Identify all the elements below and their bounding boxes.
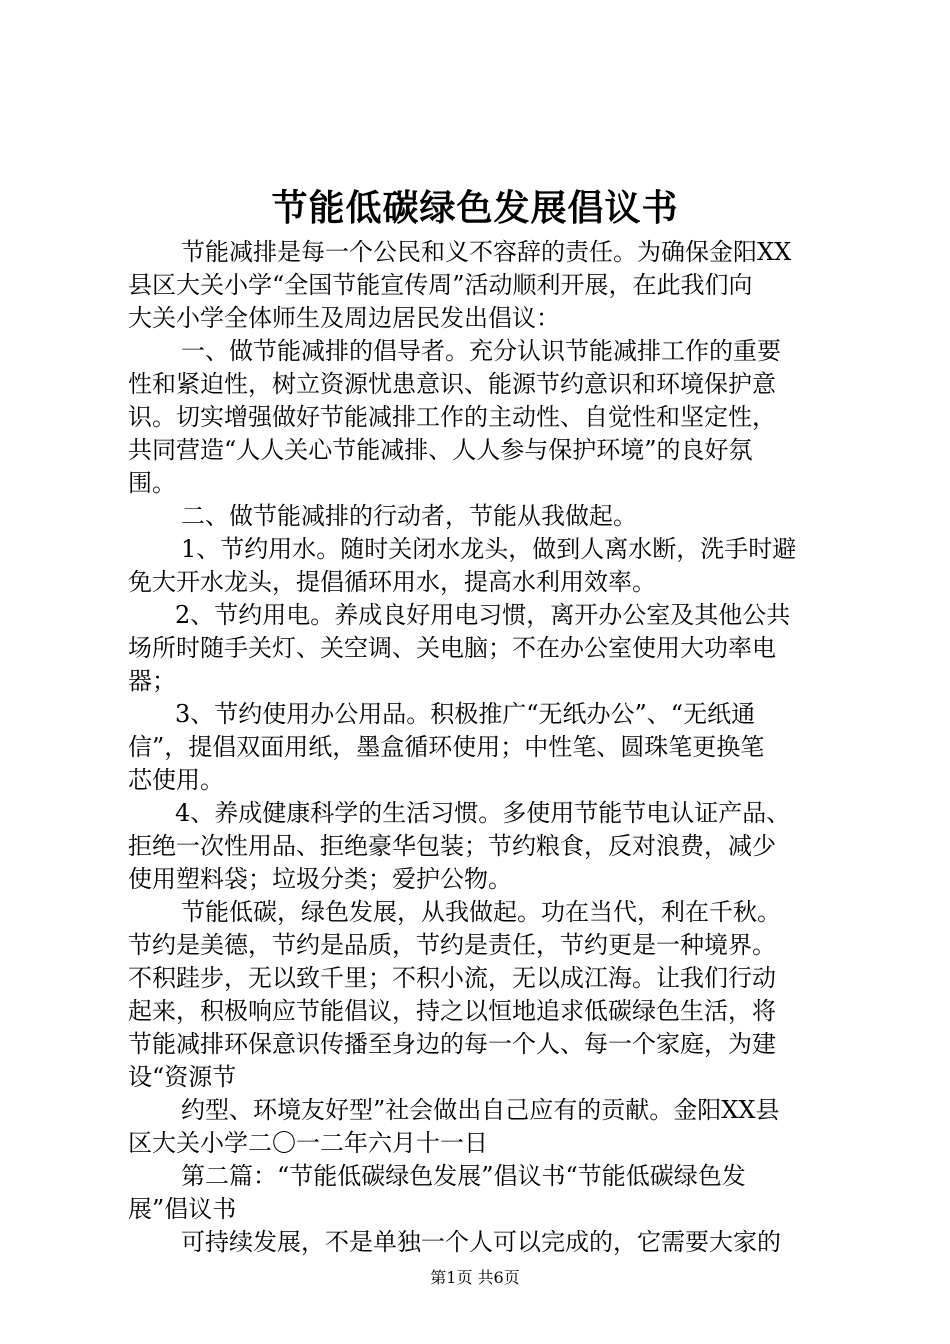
text-line: 设“资源节 — [128, 1063, 237, 1091]
text-line: 信”，提倡双面用纸，墨盒循环使用；中性笔、圆珠笔更换笔 — [128, 733, 765, 761]
text-line: 起来，积极响应节能倡议，持之以恒地追求低碳绿色生活，将 — [128, 997, 776, 1025]
page-footer: 第1页 共6页 — [430, 1268, 520, 1287]
text-line: 使用塑料袋；垃圾分类；爱护公物。 — [128, 865, 512, 893]
text-line: 2、节约用电。养成良好用电习惯，离开办公室及其他公共 — [175, 601, 791, 629]
text-line: 器； — [128, 667, 176, 695]
text-line: 节能减排是每一个公民和义不容辞的责任。为确保金阳XX — [181, 238, 792, 266]
text-line: 展”倡议书 — [128, 1195, 237, 1223]
text-line: 可持续发展，不是单独一个人可以完成的，它需要大家的 — [181, 1228, 781, 1256]
text-line: 免大开水龙头，提倡循环用水，提高水利用效率。 — [128, 568, 656, 596]
text-line: 区大关小学二〇一二年六月十一日 — [128, 1129, 488, 1157]
text-line: 二、做节能减排的行动者，节能从我做起。 — [181, 502, 637, 530]
text-line: 拒绝一次性用品、拒绝豪华包装；节约粮食，反对浪费，减少 — [128, 832, 776, 860]
text-line: 共同营造“人人关心节能减排、人人参与保护环境”的良好氛 — [128, 436, 753, 464]
text-line: 性和紧迫性，树立资源忧患意识、能源节约意识和环境保护意 — [128, 370, 776, 398]
text-line: 3、节约使用办公用品。积极推广“无纸办公”、“无纸通 — [175, 700, 756, 728]
text-line: 一、做节能减排的倡导者。充分认识节能减排工作的重要 — [181, 337, 781, 365]
text-line: 县区大关小学“全国节能宣传周”活动顺利开展，在此我们向 — [128, 271, 753, 299]
text-line: 节能低碳，绿色发展，从我做起。功在当代，利在千秋。 — [181, 898, 781, 926]
text-line: 4、养成健康科学的生活习惯。多使用节能节电认证产品、 — [175, 799, 791, 827]
text-line: 场所时随手关灯、关空调、关电脑；不在办公室使用大功率电 — [128, 634, 776, 662]
text-line: 围。 — [128, 469, 176, 497]
text-line: 大关小学全体师生及周边居民发出倡议： — [128, 304, 560, 332]
text-line: 芯使用。 — [128, 766, 224, 794]
text-line: 不积跬步，无以致千里；不积小流，无以成江海。让我们行动 — [128, 964, 776, 992]
document-title: 节能低碳绿色发展倡议书 — [271, 187, 679, 229]
text-line: 节约是美德，节约是品质，节约是责任，节约更是一种境界。 — [128, 931, 776, 959]
text-line: 识。切实增强做好节能减排工作的主动性、自觉性和坚定性， — [128, 403, 776, 431]
text-line: 节能减排环保意识传播至身边的每一个人、每一个家庭，为建 — [128, 1030, 776, 1058]
text-line: 约型、环境友好型”社会做出自己应有的贡献。金阳XX县 — [181, 1096, 780, 1124]
text-line: 第二篇：“节能低碳绿色发展”倡议书“节能低碳绿色发 — [181, 1162, 746, 1190]
text-line: 1、节约用水。随时关闭水龙头，做到人离水断，洗手时避 — [181, 535, 797, 563]
